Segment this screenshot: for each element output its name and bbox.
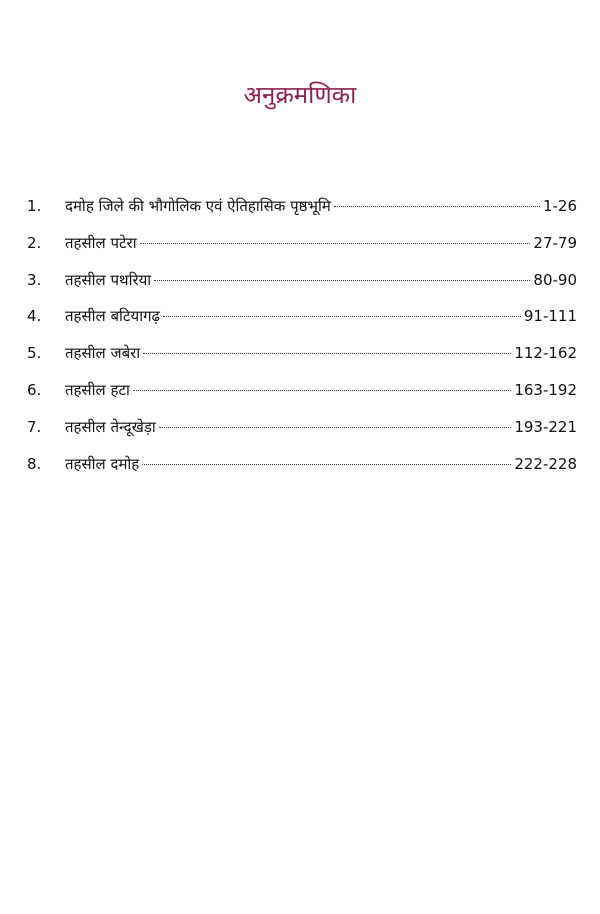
toc-entry-pages: 112-162 [514,344,577,363]
toc-entry-pages: 193-221 [514,417,577,436]
dot-leader [334,206,540,207]
dot-leader [159,427,512,428]
toc-entry-title: तहसील पथरिया [65,270,152,289]
toc-entry-number: 4. [27,307,42,326]
toc-entry [27,380,577,417]
toc-entry-number: 1. [27,197,42,215]
toc-entry-pages: 1-26 [542,197,577,215]
toc-entry-pages: 27-79 [533,233,577,252]
toc-entry-title: तहसील जबेरा [65,344,141,363]
toc-entry-number: 2. [27,233,42,252]
toc-entry-pages: 222-228 [514,454,577,473]
dot-leader [163,316,521,317]
toc-entry-number: 8. [27,454,42,473]
toc-entry [27,270,577,307]
toc-entry-pages: 80-90 [533,270,577,289]
dot-leader [133,390,511,391]
toc-entry [27,454,577,491]
toc-entry-title: तहसील दमोह [65,454,140,473]
toc-entry-title: तहसील हटा [65,380,130,399]
dot-leader [154,280,530,281]
dot-leader [143,353,511,354]
toc-entry-pages: 163-192 [514,380,577,399]
toc-entry-pages: 91-111 [523,307,577,326]
toc-entry-title: दमोह जिले की भौगोलिक एवं ऐतिहासिक पृष्ठभूमि [65,197,331,215]
toc-entry-number: 3. [27,270,42,289]
toc-entry-number: 6. [27,380,42,399]
toc-entry [27,233,577,270]
table-of-contents [27,196,577,490]
toc-entry-number: 5. [27,344,42,363]
toc-entry [27,306,577,343]
toc-entry [27,196,577,233]
toc-entry-title: तहसील तेन्दूखेड़ा [65,417,156,436]
toc-entry [27,417,577,454]
toc-entry-title: तहसील बटियागढ़ [65,307,160,326]
toc-entry-title: तहसील पटेरा [65,233,137,252]
dot-leader [142,464,511,465]
toc-entry-number: 7. [27,417,42,436]
page-title: अनुक्रमणिका [243,81,357,109]
toc-entry [27,343,577,380]
dot-leader [140,243,531,244]
